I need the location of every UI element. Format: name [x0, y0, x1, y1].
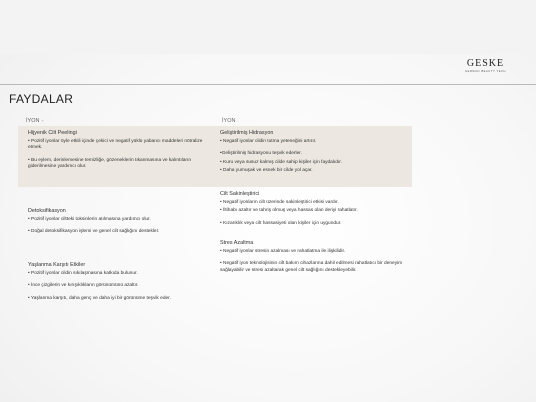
section-heading: Yaşlanma Karşıtı Etkiler [28, 262, 86, 268]
bullet-item: • Doğal detoksifikasyon işlemi ve genel cilt sağlığını destekler. [28, 229, 160, 235]
header-divider [0, 84, 536, 85]
left-column-header-label: İYON [26, 118, 40, 124]
section-heading: Detoksifikasyon [28, 208, 66, 214]
bullet-item: • İnce çizgilerin ve kırışıklıkların görünümünü azaltır. [28, 283, 139, 289]
right-column-header-label: İYON [222, 118, 236, 124]
page-title: FAYDALAR [9, 92, 74, 106]
section-heading: Geliştirilmiş Hidrasyon [220, 130, 274, 136]
bullet-item: • Pozitif iyonlar ciltteki toksinlerin atılmasına yardımcı olur. [28, 217, 151, 223]
left-column-header [26, 118, 44, 124]
left-section-detox [28, 208, 208, 238]
bullet-item: •Geliştirilmiş hidrasyonu teşvik ederler. [220, 151, 302, 157]
section-heading: Cilt Sakinleştirici [220, 191, 260, 197]
right-column-header [222, 118, 239, 124]
left-section-anti-aging [28, 262, 203, 304]
bullet-item: • Bu eylem, derinlemesine temizliğe, gözeneklerin tıkanmasına ve kalıntıların giderilmesine yardımcı olur. [28, 157, 191, 169]
left-section-hygienic-peeling [28, 130, 214, 172]
geske-logo [465, 58, 506, 73]
bullet-item: • Negatif iyonların cilt üzerinde sakinleştirici etkisi vardır. [220, 200, 339, 206]
bullet-item: • Daha yumuşak ve esnek bir cilde yol açar. [220, 167, 313, 173]
right-section-stress-reduction [220, 240, 410, 276]
bullet-item: • Negatif iyonlar cildin tutma yeteneğini artırır. [220, 139, 317, 145]
bullet-item: • Kızarıklık veya cilt hassasiyeti olan kişiler için uygundur. [220, 220, 342, 226]
bullet-item: • Kuru veya susuz kalmış cilde sahip kişiler için faydalıdır. [220, 159, 342, 165]
logo-brand: GESKE [466, 58, 505, 69]
bullet-item: • Pozitif iyonlar cildin sıkılaşmasına katkıda bulunur. [28, 271, 138, 277]
section-heading: Stres Azaltma [220, 240, 254, 246]
minus-icon: - [237, 118, 239, 123]
bullet-item: • Negatif iyonlar stresin azalması ve rahatlatma ile ilişkilidir. [220, 249, 346, 255]
top-banner [0, 0, 536, 54]
right-section-hydration [220, 130, 410, 176]
bullet-item: • Negatif iyon teknolojisinin cilt bakım cihazlarına dahil edilmesi rahatlatıcı bir deneyim sağlayabilir ve stresi azaltarak genel cilt sağlığını destekleyebilir. [220, 261, 403, 273]
bullet-item: • Yaşlanma karşıtı, daha genç ve daha iyi bir görünüme teşvik eder. [28, 295, 171, 301]
plus-icon: + [41, 118, 44, 123]
bullet-item: • Pozitif iyonlar öyle etkili içinde çekici ve negatif yüklü yabancı maddeleri nötralize etmek. [28, 139, 203, 151]
right-section-soothing [220, 191, 420, 229]
logo-tagline: GERMAN BEAUTY TECH [465, 70, 506, 73]
section-heading: Hijyenik Cilt Peelingi [28, 130, 77, 136]
bullet-item: • İltihabı azaltır ve tahriş olmuş veya hassas olan deriyi rahatlatır. [220, 208, 358, 214]
